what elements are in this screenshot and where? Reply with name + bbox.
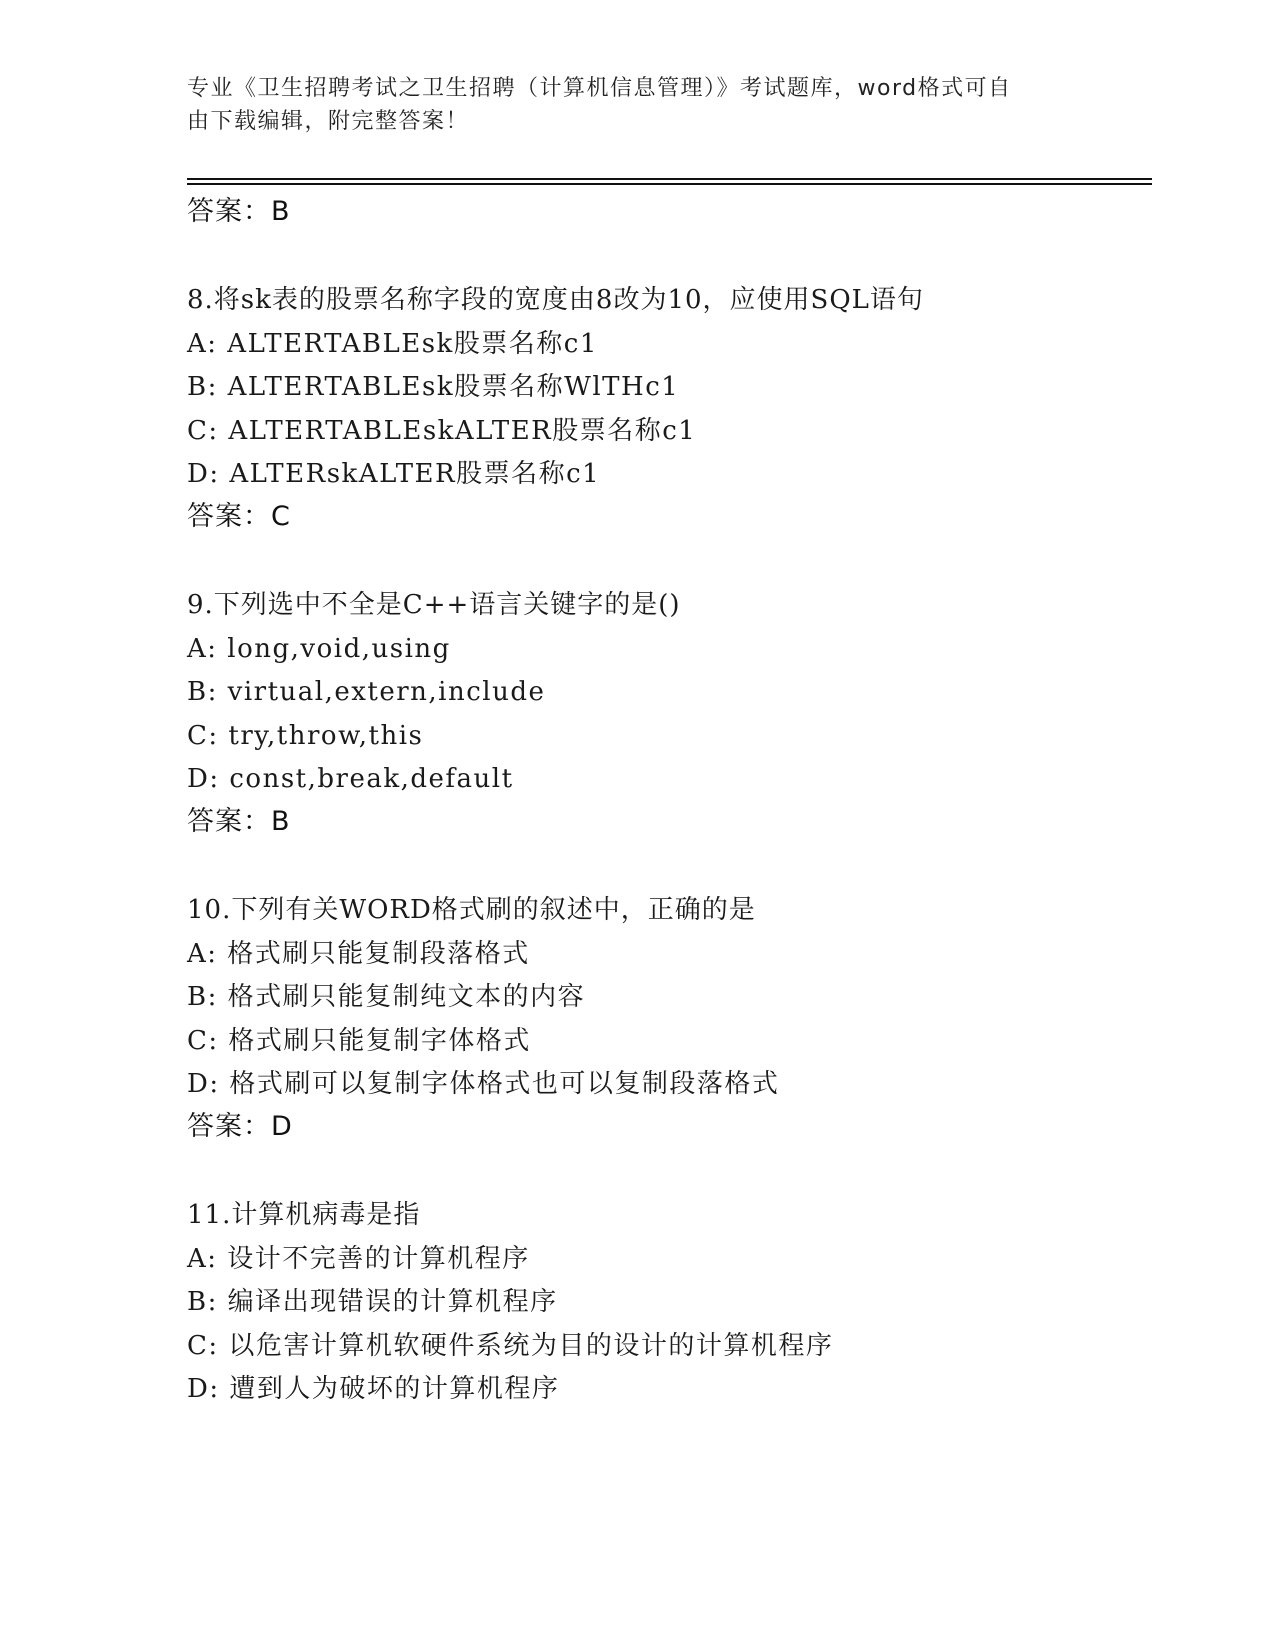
header-line-1: 专业《卫生招聘考试之卫生招聘（计算机信息管理）》考试题库，word格式可自 (187, 76, 1012, 101)
previous-answer: 答案：B (187, 196, 291, 227)
question-8-option-a: A: ALTERTABLEsk股票名称c1 (187, 329, 598, 359)
question-9-option-a: A: long,void,using (187, 634, 451, 664)
question-11-text: 11.计算机病毒是指 (187, 1200, 421, 1230)
question-11-option-a: A: 设计不完善的计算机程序 (187, 1244, 530, 1274)
question-9-text: 9.下列选中不全是C++语言关键字的是() (187, 590, 681, 620)
question-11-option-d: D: 遭到人为破坏的计算机程序 (187, 1374, 560, 1404)
question-10-option-b: B: 格式刷只能复制纯文本的内容 (187, 982, 586, 1012)
question-9-option-b: B: virtual,extern,include (187, 677, 546, 707)
header-line-2: 由下载编辑，附完整答案！ (187, 109, 470, 134)
question-11-option-b: B: 编译出现错误的计算机程序 (187, 1287, 558, 1317)
question-8-option-d: D: ALTERskALTER股票名称c1 (187, 459, 601, 489)
question-8-answer: 答案：C (187, 501, 291, 532)
question-10-text: 10.下列有关WORD格式刷的叙述中，正确的是 (187, 895, 756, 925)
question-11-option-c: C: 以危害计算机软硬件系统为目的设计的计算机程序 (187, 1331, 834, 1361)
question-9-option-d: D: const,break,default (187, 764, 514, 794)
document-header (187, 72, 1067, 138)
question-8-option-b: B: ALTERTABLEsk股票名称WlTHc1 (187, 372, 680, 402)
question-10-option-d: D: 格式刷可以复制字体格式也可以复制段落格式 (187, 1069, 780, 1099)
question-9-answer: 答案：B (187, 806, 291, 837)
question-10-option-a: A: 格式刷只能复制段落格式 (187, 939, 530, 969)
question-8-text: 8.将sk表的股票名称字段的宽度由8改为10，应使用SQL语句 (187, 285, 924, 315)
question-9-option-c: C: try,throw,this (187, 721, 424, 751)
question-10-option-c: C: 格式刷只能复制字体格式 (187, 1026, 531, 1056)
question-8-option-c: C: ALTERTABLEskALTER股票名称c1 (187, 416, 697, 446)
header-divider-bottom (187, 183, 1152, 185)
question-10-answer: 答案：D (187, 1111, 293, 1142)
header-divider-top (187, 178, 1152, 180)
